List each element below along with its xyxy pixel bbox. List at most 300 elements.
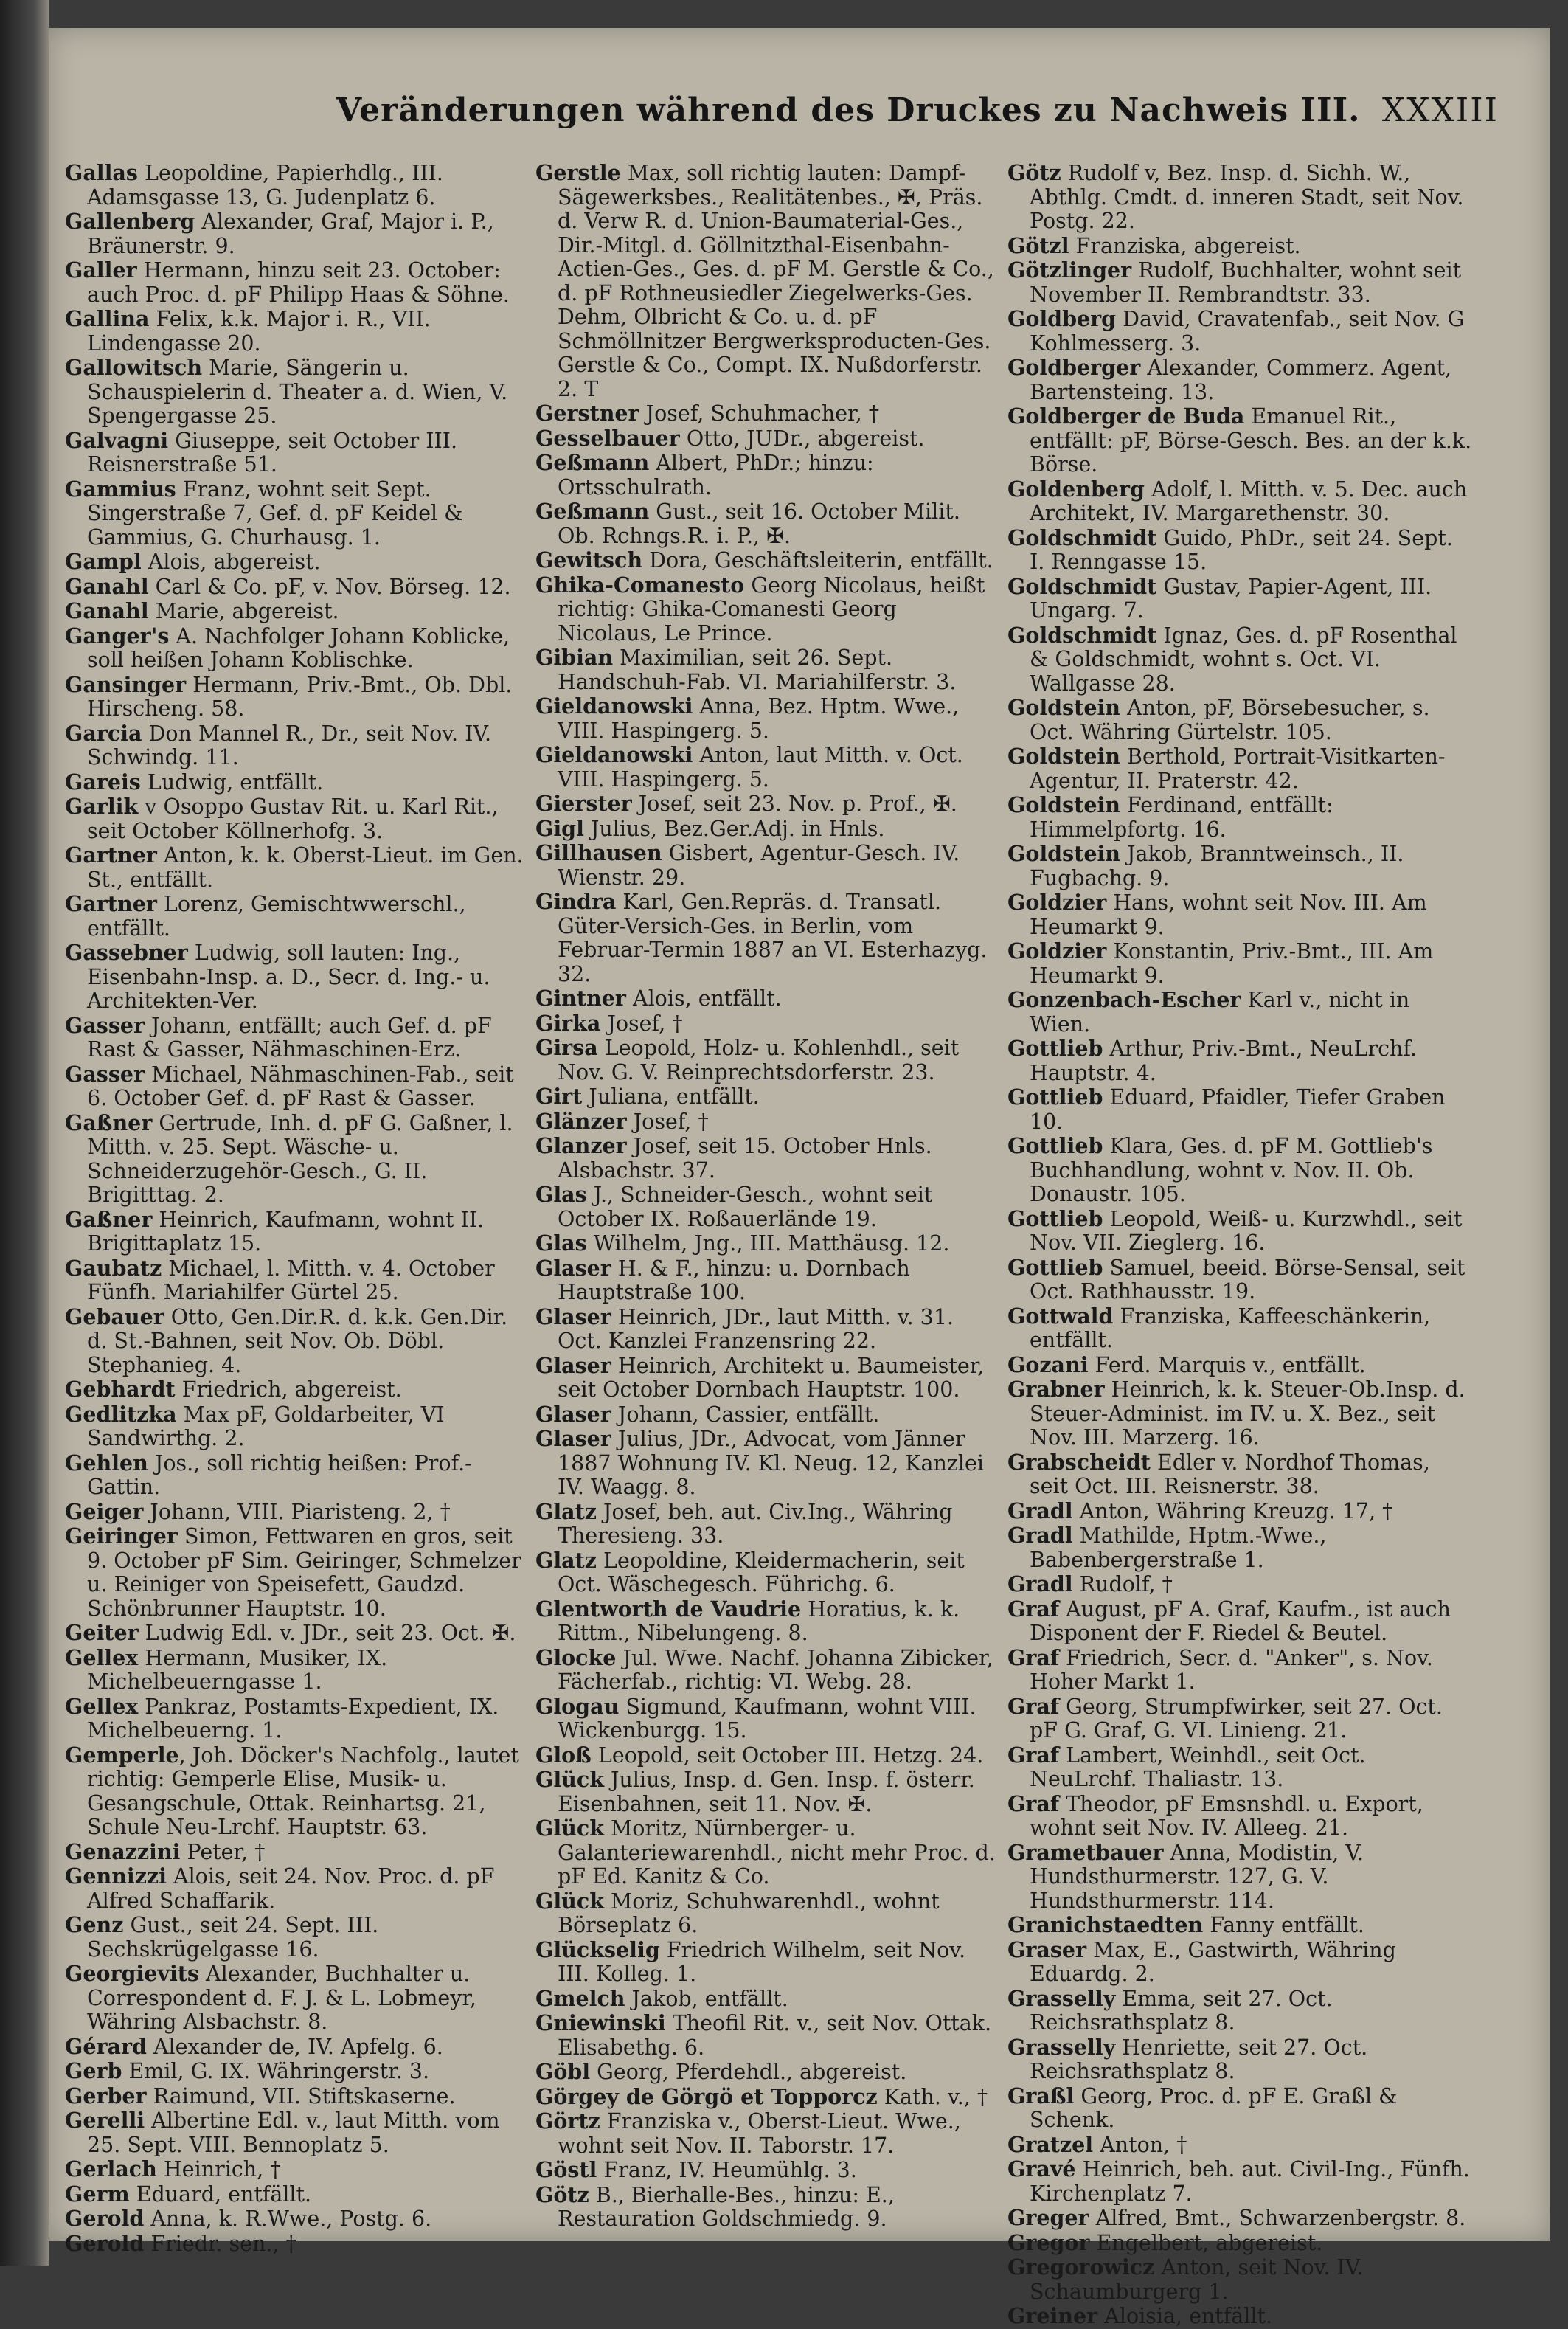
entry-name: Glaser [535, 1426, 611, 1451]
entry-text: Ignaz, Ges. d. pF Rosenthal & Goldschmidt, wohnt s. Oct. VI. Wallgasse 28. [1030, 623, 1457, 696]
entry-name: Gierster [535, 791, 632, 816]
entry-text: Friedrich, abgereist. [175, 1377, 402, 1402]
entry-name: Gedlitzka [65, 1401, 177, 1427]
entry-name: Gibian [535, 645, 614, 670]
entry-name: Gellex [65, 1693, 139, 1719]
entry-name: Garlik [65, 794, 139, 819]
entry-name: Grasselly [1007, 2034, 1116, 2060]
directory-entry [535, 743, 1000, 792]
directory-entry [65, 1621, 530, 1646]
entry-text: Lorenz, Gemischtwwerschl., entfällt. [87, 892, 466, 941]
entry-text: Alfred, Bmt., Schwarzenbergstr. 8. [1089, 2206, 1466, 2230]
entry-name: Gartner [65, 842, 157, 868]
entry-name: Gozani [1007, 1352, 1089, 1377]
directory-entry [65, 892, 530, 941]
entry-text: Gisbert, Agentur-Gesch. IV. Wienstr. 29. [558, 841, 960, 890]
entry-text: Josef, seit 23. Nov. p. Prof., ✠. [631, 792, 957, 816]
entry-name: Gebhardt [65, 1377, 176, 1402]
directory-entry [1007, 1938, 1472, 1987]
entry-text: Otto, Gen.Dir.R. d. k.k. Gen.Dir. d. St.-Bahnen, seit Nov. Ob. Döbl. Stephanieg. 4. [87, 1304, 508, 1377]
entry-name: Gradl [1007, 1523, 1073, 1548]
directory-entry [65, 1695, 530, 1743]
entry-name: Gottwald [1007, 1303, 1114, 1329]
entry-text: Albertine Edl. v., laut Mitth. vom 25. Sept. VIII. Bennoplatz 5. [87, 2108, 500, 2157]
entry-name: Goldschmidt [1007, 525, 1157, 550]
entry-text: Samuel, beeid. Börse-Sensal, seit Oct. Rathhausstr. 19. [1030, 1255, 1465, 1304]
entry-name: Gregorowicz [1007, 2254, 1155, 2280]
entry-text: Anton, † [1093, 2132, 1187, 2157]
directory-entry [1007, 2231, 1472, 2256]
directory-entry [535, 1110, 1000, 1135]
entry-name: Glaser [535, 1304, 611, 1329]
entry-name: Gaßner [65, 1110, 153, 1135]
entry-text: Eduard, Pfaidler, Tiefer Graben 10. [1030, 1085, 1446, 1134]
directory-entry [535, 426, 1000, 451]
directory-entry [535, 573, 1000, 646]
entry-text: Heinrich, beh. aut. Civil-Ing., Fünfh. Kirchenplatz 7. [1030, 2157, 1470, 2206]
entry-text: Julius, JDr., Advocat, vom Jänner 1887 Wohnung IV. Kl. Neug. 12, Kanzlei IV. Waagg. 8. [558, 1427, 984, 1499]
entry-name: Ganahl [65, 573, 149, 599]
directory-entry [535, 817, 1000, 842]
entry-text: Arthur, Priv.-Bmt., NeuLrchf. Hauptstr. 4. [1030, 1037, 1417, 1085]
entry-name: Gerstner [535, 401, 639, 426]
entry-name: Gartner [65, 891, 157, 916]
entry-name: Geiter [65, 1620, 139, 1645]
entry-text: Engelbert, abgereist. [1089, 2230, 1323, 2255]
directory-entry [535, 1889, 1000, 1938]
entry-name: Gampl [65, 549, 142, 574]
entry-text: Marie, Sängerin u. Schauspielerin d. Theater a. d. Wien, V. Spengergasse 25. [87, 356, 508, 428]
entry-text: Anna, Modistin, V. Hundsthurmerstr. 127, G. V. Hundsthurmerstr. 114. [1030, 1840, 1364, 1913]
directory-entry [65, 477, 530, 550]
entry-name: Graf [1007, 1644, 1060, 1670]
column-left [65, 161, 530, 2256]
entry-name: Gebauer [65, 1304, 164, 1329]
entry-text: Franz, IV. Heumühlg. 3. [597, 2158, 857, 2182]
directory-entry [1007, 2255, 1472, 2304]
directory-entry [65, 1402, 530, 1451]
entry-text: Hermann, Musiker, IX. Michelbeuerngasse 1. [87, 1645, 388, 1694]
directory-entry [535, 1036, 1000, 1084]
entry-text: Klara, Ges. d. pF M. Gottlieb's Buchhandlung, wohnt v. Nov. II. Ob. Donaustr. 105. [1030, 1134, 1433, 1206]
directory-entry [65, 161, 530, 210]
directory-entry [1007, 2304, 1472, 2329]
entry-text: Josef, Schuhmacher, † [639, 401, 879, 426]
entry-text: Leopold, Holz- u. Kohlenhdl., seit Nov. G. V. Reinprechtsdorferstr. 23. [558, 1036, 960, 1084]
entry-text: B., Bierhalle-Bes., hinzu: E., Restauration Goldschmiedg. 9. [558, 2182, 895, 2231]
entry-text: Anna, Bez. Hptm. Wwe., VIII. Haspingerg. 5. [558, 694, 960, 743]
entry-name: Gallowitsch [65, 355, 203, 380]
entry-name: Gradl [1007, 1571, 1073, 1596]
directory-entry [65, 2084, 530, 2109]
entry-text: Josef, † [626, 1109, 709, 1134]
entry-text: Guido, PhDr., seit 24. Sept. I. Renngasse 15. [1030, 525, 1453, 574]
entry-text: Theodor, pF Emsnshdl. u. Export, wohnt seit Nov. IV. Alleeg. 21. [1030, 1791, 1423, 1840]
entry-text: Konstantin, Priv.-Bmt., III. Am Heumarkt 9. [1030, 939, 1434, 988]
entry-text: Gust., seit 16. October Milit. Ob. Rchngs.R. i. P., ✠. [558, 499, 960, 548]
directory-entry [535, 401, 1000, 426]
directory-entry [1007, 2133, 1472, 2158]
entry-text: Alexander de, IV. Apfelg. 6. [146, 2034, 443, 2059]
directory-entry [1007, 234, 1472, 259]
entry-text: Johann, Cassier, entfällt. [611, 1402, 880, 1427]
directory-entry [1007, 1134, 1472, 1207]
entry-name: Glück [535, 1767, 604, 1792]
entry-text: Karl v., nicht in Wien. [1030, 988, 1410, 1037]
entry-name: Glaser [535, 1352, 611, 1378]
directory-entry [535, 1011, 1000, 1037]
entry-text: Wilhelm, Jng., III. Matthäusg. 12. [586, 1231, 950, 1256]
entry-text: Georg, Pferdehdl., abgereist. [590, 2060, 907, 2084]
directory-entry [535, 1938, 1000, 1987]
directory-entry [1007, 939, 1472, 988]
directory-entry [535, 1354, 1000, 1402]
directory-entry [535, 2085, 1000, 2110]
directory-entry [1007, 1256, 1472, 1304]
entry-text: Ferdinand, entfällt: Himmelpfortg. 16. [1030, 793, 1333, 842]
entry-name: Gieldanowski [535, 693, 693, 719]
directory-entry [1007, 1523, 1472, 1572]
entry-name: Glaser [535, 1401, 611, 1427]
entry-name: Gellex [65, 1644, 139, 1670]
entry-name: Gottlieb [1007, 1254, 1103, 1280]
entry-name: Gottlieb [1007, 1133, 1103, 1158]
entry-name: Glas [535, 1231, 587, 1256]
directory-entry [1007, 1207, 1472, 1256]
entry-name: Goldzier [1007, 890, 1107, 915]
entry-name: Goldstein [1007, 792, 1120, 817]
directory-entry [1007, 477, 1472, 526]
entry-text: Anton, k. k. Oberst-Lieut. im Gen. St., entfällt. [87, 843, 524, 892]
entry-name: Ganahl [65, 598, 149, 623]
entry-name: Gansinger [65, 671, 187, 697]
entry-text: Mathilde, Hptm.-Wwe., Babenbergerstraße 1. [1030, 1523, 1327, 1572]
entry-name: Gintner [535, 986, 626, 1011]
entry-text: Gertrude, Inh. d. pF G. Gaßner, l. Mitth. v. 25. Sept. Wäsche- u. Schneiderzugehör-Gesch., G. II. Brigitttag. 2. [87, 1110, 513, 1207]
directory-entry [535, 1500, 1000, 1548]
entry-name: Glaser [535, 1255, 611, 1281]
entry-name: Goldstein [1007, 744, 1120, 769]
directory-entry [65, 2207, 530, 2232]
entry-text: Ludwig, entfällt. [140, 769, 324, 795]
entry-text: Josef, beh. aut. Civ.Ing., Währing Theresieng. 33. [558, 1499, 953, 1548]
entry-text: Emma, seit 27. Oct. Reichsrathsplatz 8. [1030, 1986, 1333, 2035]
entry-text: August, pF A. Graf, Kaufm., ist auch Disponent der F. Riedel & Beutel. [1030, 1596, 1451, 1645]
directory-entry [65, 1305, 530, 1378]
entry-name: Gérard [65, 2033, 147, 2059]
entry-name: Gravé [1007, 2156, 1076, 2181]
directory-entry [1007, 1499, 1472, 1524]
entry-text: Carl & Co. pF, v. Nov. Börseg. 12. [148, 574, 511, 599]
entry-text: Josef, seit 15. October Hnls. Alsbachstr. 37. [558, 1134, 932, 1183]
entry-name: Gerold [65, 2230, 145, 2256]
entry-name: Goldstein [1007, 695, 1120, 720]
directory-entry [535, 1305, 1000, 1354]
entry-name: Grametbauer [1007, 1839, 1164, 1865]
entry-text: Aloisia, entfällt. [1097, 2304, 1273, 2328]
directory-entry [1007, 307, 1472, 356]
entry-text: , Joh. Döcker's Nachfolg., lautet richtig: Gemperle Elise, Musik- u. Gesangschule, Ottak. Reinhartsg. 21, Schule Neu-Lrchf. Hauptstr. 63. [87, 1743, 519, 1839]
directory-entry [65, 1062, 530, 1111]
entry-name: Glentworth de Vaudrie [535, 1596, 802, 1622]
directory-entry [65, 258, 530, 307]
directory-entry [65, 1962, 530, 2035]
entry-text: H. & F., hinzu: u. Dornbach Hauptstraße 100. [558, 1256, 910, 1304]
entry-text: Anton, Währing Kreuzg. 17, † [1072, 1498, 1393, 1523]
entry-text: Fanny entfällt. [1203, 1913, 1364, 1937]
entry-text: Karl, Gen.Repräs. d. Transatl. Güter-Versich-Ges. in Berlin, vom Februar-Termin 1887 an VI. Esterhazyg. 32. [558, 890, 988, 986]
entry-name: Glück [535, 1816, 604, 1841]
directory-entry [535, 1646, 1000, 1695]
directory-entry [535, 1427, 1000, 1500]
directory-entry [65, 575, 530, 600]
entry-name: Graf [1007, 1742, 1060, 1768]
entry-text: Felix, k.k. Major i. R., VII. Lindengasse 20. [87, 307, 431, 356]
directory-entry [535, 2158, 1000, 2183]
entry-text: Max, E., Gastwirth, Währing Eduardg. 2. [1030, 1937, 1396, 1986]
entry-name: Gasser [65, 1061, 145, 1087]
directory-entry [535, 451, 1000, 499]
entry-text: Julius, Insp. d. Gen. Insp. f. österr. Eisenbahnen, seit 11. Nov. ✠. [558, 1768, 975, 1816]
entry-text: Jul. Wwe. Nachf. Johanna Zibicker, Fächerfab., richtig: VI. Webg. 28. [558, 1645, 993, 1694]
directory-entry [1007, 1913, 1472, 1938]
directory-entry [1007, 1085, 1472, 1134]
entry-name: Galvagni [65, 427, 169, 453]
entry-name: Glanzer [535, 1133, 627, 1158]
directory-entry [1007, 988, 1472, 1037]
entry-text: A. Nachfolger Johann Koblicke, soll heißen Johann Koblischke. [87, 623, 510, 672]
entry-name: Geiger [65, 1498, 144, 1524]
directory-entry [65, 1500, 530, 1525]
entry-text: Jakob, Branntweinsch., II. Fugbachg. 9. [1030, 842, 1404, 890]
entry-name: Gigl [535, 815, 584, 841]
directory-entry [65, 2182, 530, 2207]
entry-name: Gennizzi [65, 1863, 167, 1889]
directory-page [49, 28, 1550, 2328]
directory-entry [535, 2011, 1000, 2060]
directory-entry [535, 1548, 1000, 1597]
entry-name: Gloß [535, 1742, 592, 1768]
entry-name: Goldzier [1007, 938, 1107, 963]
directory-entry [65, 941, 530, 1014]
directory-entry [1007, 1695, 1472, 1743]
entry-name: Graser [1007, 1937, 1087, 1962]
directory-entry [65, 2035, 530, 2060]
entry-name: Georgievits [65, 1961, 199, 1986]
entry-name: Glogau [535, 1693, 620, 1719]
entry-name: Genazzini [65, 1838, 181, 1864]
entry-name: Ganger's [65, 623, 170, 648]
directory-entry [1007, 2084, 1472, 2133]
entry-name: Grasselly [1007, 1985, 1116, 2011]
directory-entry [65, 795, 530, 843]
entry-name: Graf [1007, 1693, 1060, 1719]
directory-entry [65, 1743, 530, 1840]
entry-name: Göstl [535, 2157, 597, 2182]
entry-name: Graf [1007, 1596, 1060, 1622]
entry-text: Adolf, l. Mitth. v. 5. Dec. auch Architekt, IV. Margarethenstr. 30. [1030, 477, 1468, 525]
entry-name: Gammius [65, 476, 176, 502]
directory-entry [65, 1256, 530, 1305]
directory-entry [1007, 1646, 1472, 1695]
entry-text: Kath. v., † [877, 2084, 988, 2109]
entry-name: Gehlen [65, 1450, 148, 1475]
entry-text: Michael, l. Mitth. v. 4. October Fünfh. Mariahilfer Gürtel 25. [87, 1256, 495, 1304]
entry-name: Götz [535, 2181, 589, 2207]
entry-name: Gregor [1007, 2229, 1090, 2255]
directory-entry [65, 1014, 530, 1062]
entry-name: Goldstein [1007, 841, 1120, 866]
entry-name: Girsa [535, 1035, 598, 1060]
directory-entry [535, 1816, 1000, 1889]
entry-name: Gerber [65, 2083, 147, 2108]
directory-entry [535, 792, 1000, 817]
entry-text: Leopoldine, Papierhdlg., III. Adamsgasse 13, G. Judenplatz 6. [87, 161, 443, 210]
entry-name: Grabner [1007, 1377, 1105, 1402]
entry-text: Leopoldine, Kleidermacherin, seit Oct. Wäschegesch. Führichg. 6. [558, 1548, 965, 1596]
entry-name: Goldberg [1007, 306, 1117, 331]
entry-name: Gaßner [65, 1206, 153, 1232]
directory-entry [535, 1134, 1000, 1183]
entry-text: Giuseppe, seit October III. Reisnerstraße 51. [87, 428, 458, 477]
directory-entry [1007, 793, 1472, 842]
entry-text: Juliana, entfällt. [582, 1084, 760, 1109]
directory-entry [1007, 1572, 1472, 1597]
entry-text: Georg, Proc. d. pF E. Graßl & Schenk. [1030, 2083, 1398, 2132]
entry-text: Don Mannel R., Dr., seit Nov. IV. Schwindg. 11. [87, 721, 492, 769]
directory-entry [535, 841, 1000, 890]
entry-text: Max pF, Goldarbeiter, VI Sandwirthg. 2. [87, 1402, 445, 1450]
entry-text: Peter, † [180, 1839, 266, 1864]
directory-entry [535, 694, 1000, 743]
directory-entry [535, 1183, 1000, 1231]
entry-name: Gareis [65, 769, 141, 795]
entry-name: Glückselig [535, 1937, 660, 1962]
directory-entry [535, 890, 1000, 986]
entry-name: Geßmann [535, 499, 650, 524]
entry-name: Glatz [535, 1498, 597, 1524]
directory-entry [1007, 1597, 1472, 1646]
directory-entry [535, 1743, 1000, 1768]
entry-text: Johann, entfällt; auch Gef. d. pF Rast & Gasser, Nähmaschinen-Erz. [87, 1013, 492, 1062]
entry-name: Götzlinger [1007, 257, 1132, 283]
entry-name: Garcia [65, 720, 142, 746]
entry-name: Greiner [1007, 2303, 1098, 2328]
entry-text: Emil, G. IX. Währingerstr. 3. [122, 2059, 430, 2083]
entry-name: Gottlieb [1007, 1036, 1103, 1061]
entry-text: Sigmund, Kaufmann, wohnt VIII. Wickenburgg. 15. [558, 1694, 976, 1743]
entry-text: Max, soll richtig lauten: Dampf-Sägewerksbes., Realitätenbes., ✠, Präs. d. Verw R. d. Union-Baumaterial-Ges., Dir.-Mitgl. d. Göllnitzthal-Eisenbahn-Actien-Ges., Ges. d. pF M. Gerstle & Co., d. pF Rothneusiedler Ziegelwerks-Ges. Dehm, Olbricht & Co. u. d. pF Schmöllnitzer Bergwerksproducten-Ges. Gerstle & Co., Compt. IX. Nußdorferstr. 2. T [558, 161, 994, 401]
directory-entry [535, 1695, 1000, 1743]
entry-text: Maximilian, seit 26. Sept. Handschuh-Fab. VI. Mariahilferstr. 3. [558, 646, 957, 694]
entry-name: Glück [535, 1888, 604, 1914]
entry-text: Friedr. sen., † [144, 2231, 296, 2256]
entry-name: Gratzel [1007, 2131, 1094, 2157]
entry-text: Anton, seit Nov. IV. Schaumburgerg 1. [1030, 2255, 1364, 2304]
directory-entry [535, 1768, 1000, 1816]
directory-entry [1007, 1377, 1472, 1450]
directory-entry [1007, 356, 1472, 404]
entry-text: Ludwig Edl. v. JDr., seit 23. Oct. ✠. [138, 1621, 516, 1645]
entry-name: Greger [1007, 2205, 1089, 2230]
entry-text: Pankraz, Postamts-Expedient, IX. Michelbeuerng. 1. [87, 1694, 499, 1743]
entry-name: Glatz [535, 1547, 597, 1573]
entry-name: Gesselbauer [535, 425, 680, 451]
entry-name: Gniewinski [535, 2010, 666, 2035]
directory-entry [1007, 161, 1472, 234]
directory-entry [65, 210, 530, 258]
entry-text: Dora, Geschäftsleiterin, entfällt. [642, 548, 993, 572]
entry-text: Alexander, Commerz. Agent, Bartensteing. 13. [1030, 356, 1452, 404]
directory-entry [65, 1451, 530, 1500]
directory-entry [535, 1597, 1000, 1646]
entry-text: Heinrich, Architekt u. Baumeister, seit October Dornbach Hauptstr. 100. [558, 1353, 985, 1402]
directory-entry [1007, 1792, 1472, 1841]
column-right [1007, 161, 1472, 2329]
book-binding-edge [0, 0, 49, 2266]
directory-entry [65, 624, 530, 673]
entry-name: Gallenberg [65, 209, 195, 234]
entry-name: Girka [535, 1010, 601, 1036]
entry-name: Graßl [1007, 2083, 1075, 2108]
entry-text: Alexander, Graf, Major i. P., Bräunerstr. 9. [87, 210, 494, 258]
entry-text: Horatius, k. k. Rittm., Nibelungeng. 8. [558, 1596, 960, 1645]
entry-text: Rudolf, Buchhalter, wohnt seit November II. Rembrandtstr. 33. [1030, 258, 1462, 307]
entry-name: Grabscheidt [1007, 1449, 1151, 1475]
directory-entry [1007, 404, 1472, 477]
entry-name: Girt [535, 1084, 583, 1109]
directory-entry [1007, 1841, 1472, 1914]
entry-text: Hans, wohnt seit Nov. III. Am Heumarkt 9. [1030, 890, 1427, 939]
entry-text: Michael, Nähmaschinen-Fab., seit 6. October Gef. d. pF Rast & Gasser. [87, 1062, 514, 1110]
directory-entry [535, 1256, 1000, 1305]
directory-entry [65, 1524, 530, 1621]
entry-text: Heinrich, k. k. Steuer-Ob.Insp. d. Steuer-Administ. im IV. u. X. Bez., seit Nov. III. Marzerg. 16. [1030, 1377, 1465, 1450]
directory-entry [65, 843, 530, 892]
entry-name: Geßmann [535, 450, 650, 475]
entry-text: Anna, k. R.Wwe., Postg. 6. [144, 2207, 432, 2231]
entry-name: Götzl [1007, 232, 1069, 258]
directory-entry [535, 2060, 1000, 2085]
entry-text: Marie, abgereist. [148, 599, 339, 623]
entry-text: Henriette, seit 27. Oct. Reichsrathsplatz 8. [1030, 2035, 1368, 2083]
entry-text: Otto, JUDr., abgereist. [679, 426, 925, 451]
entry-name: Ghika-Comanesto [535, 572, 745, 598]
entry-text: Albert, PhDr.; hinzu: Ortsschulrath. [558, 451, 874, 499]
entry-text: Josef, † [600, 1011, 683, 1036]
entry-text: Alois, entfällt. [625, 986, 782, 1011]
entry-name: Glocke [535, 1644, 617, 1670]
directory-entry [1007, 526, 1472, 575]
entry-text: Moritz, Nürnberger- u. Galanteriewarenhdl., nicht mehr Proc. d. pF Ed. Kanitz & Co. [558, 1816, 996, 1889]
entry-text: Hermann, Priv.-Bmt., Ob. Dbl. Hirscheng. 58. [87, 672, 513, 721]
directory-entry [535, 1231, 1000, 1256]
directory-entry [65, 673, 530, 721]
directory-entry [1007, 744, 1472, 793]
directory-entry [1007, 2206, 1472, 2231]
directory-entry [65, 1913, 530, 1962]
entry-text: Julius, Bez.Ger.Adj. in Hnls. [583, 816, 885, 841]
entry-name: Geiringer [65, 1523, 178, 1548]
entry-name: Gerlach [65, 2156, 157, 2181]
directory-entry [1007, 1037, 1472, 1085]
directory-entry [535, 1084, 1000, 1110]
entry-text: J., Schneider-Gesch., wohnt seit October IX. Roßauerlände 19. [558, 1183, 933, 1231]
entry-name: Gemperle [65, 1742, 179, 1768]
directory-entry [1007, 1450, 1472, 1499]
column-middle [535, 161, 1000, 2232]
entry-name: Germ [65, 2181, 130, 2207]
